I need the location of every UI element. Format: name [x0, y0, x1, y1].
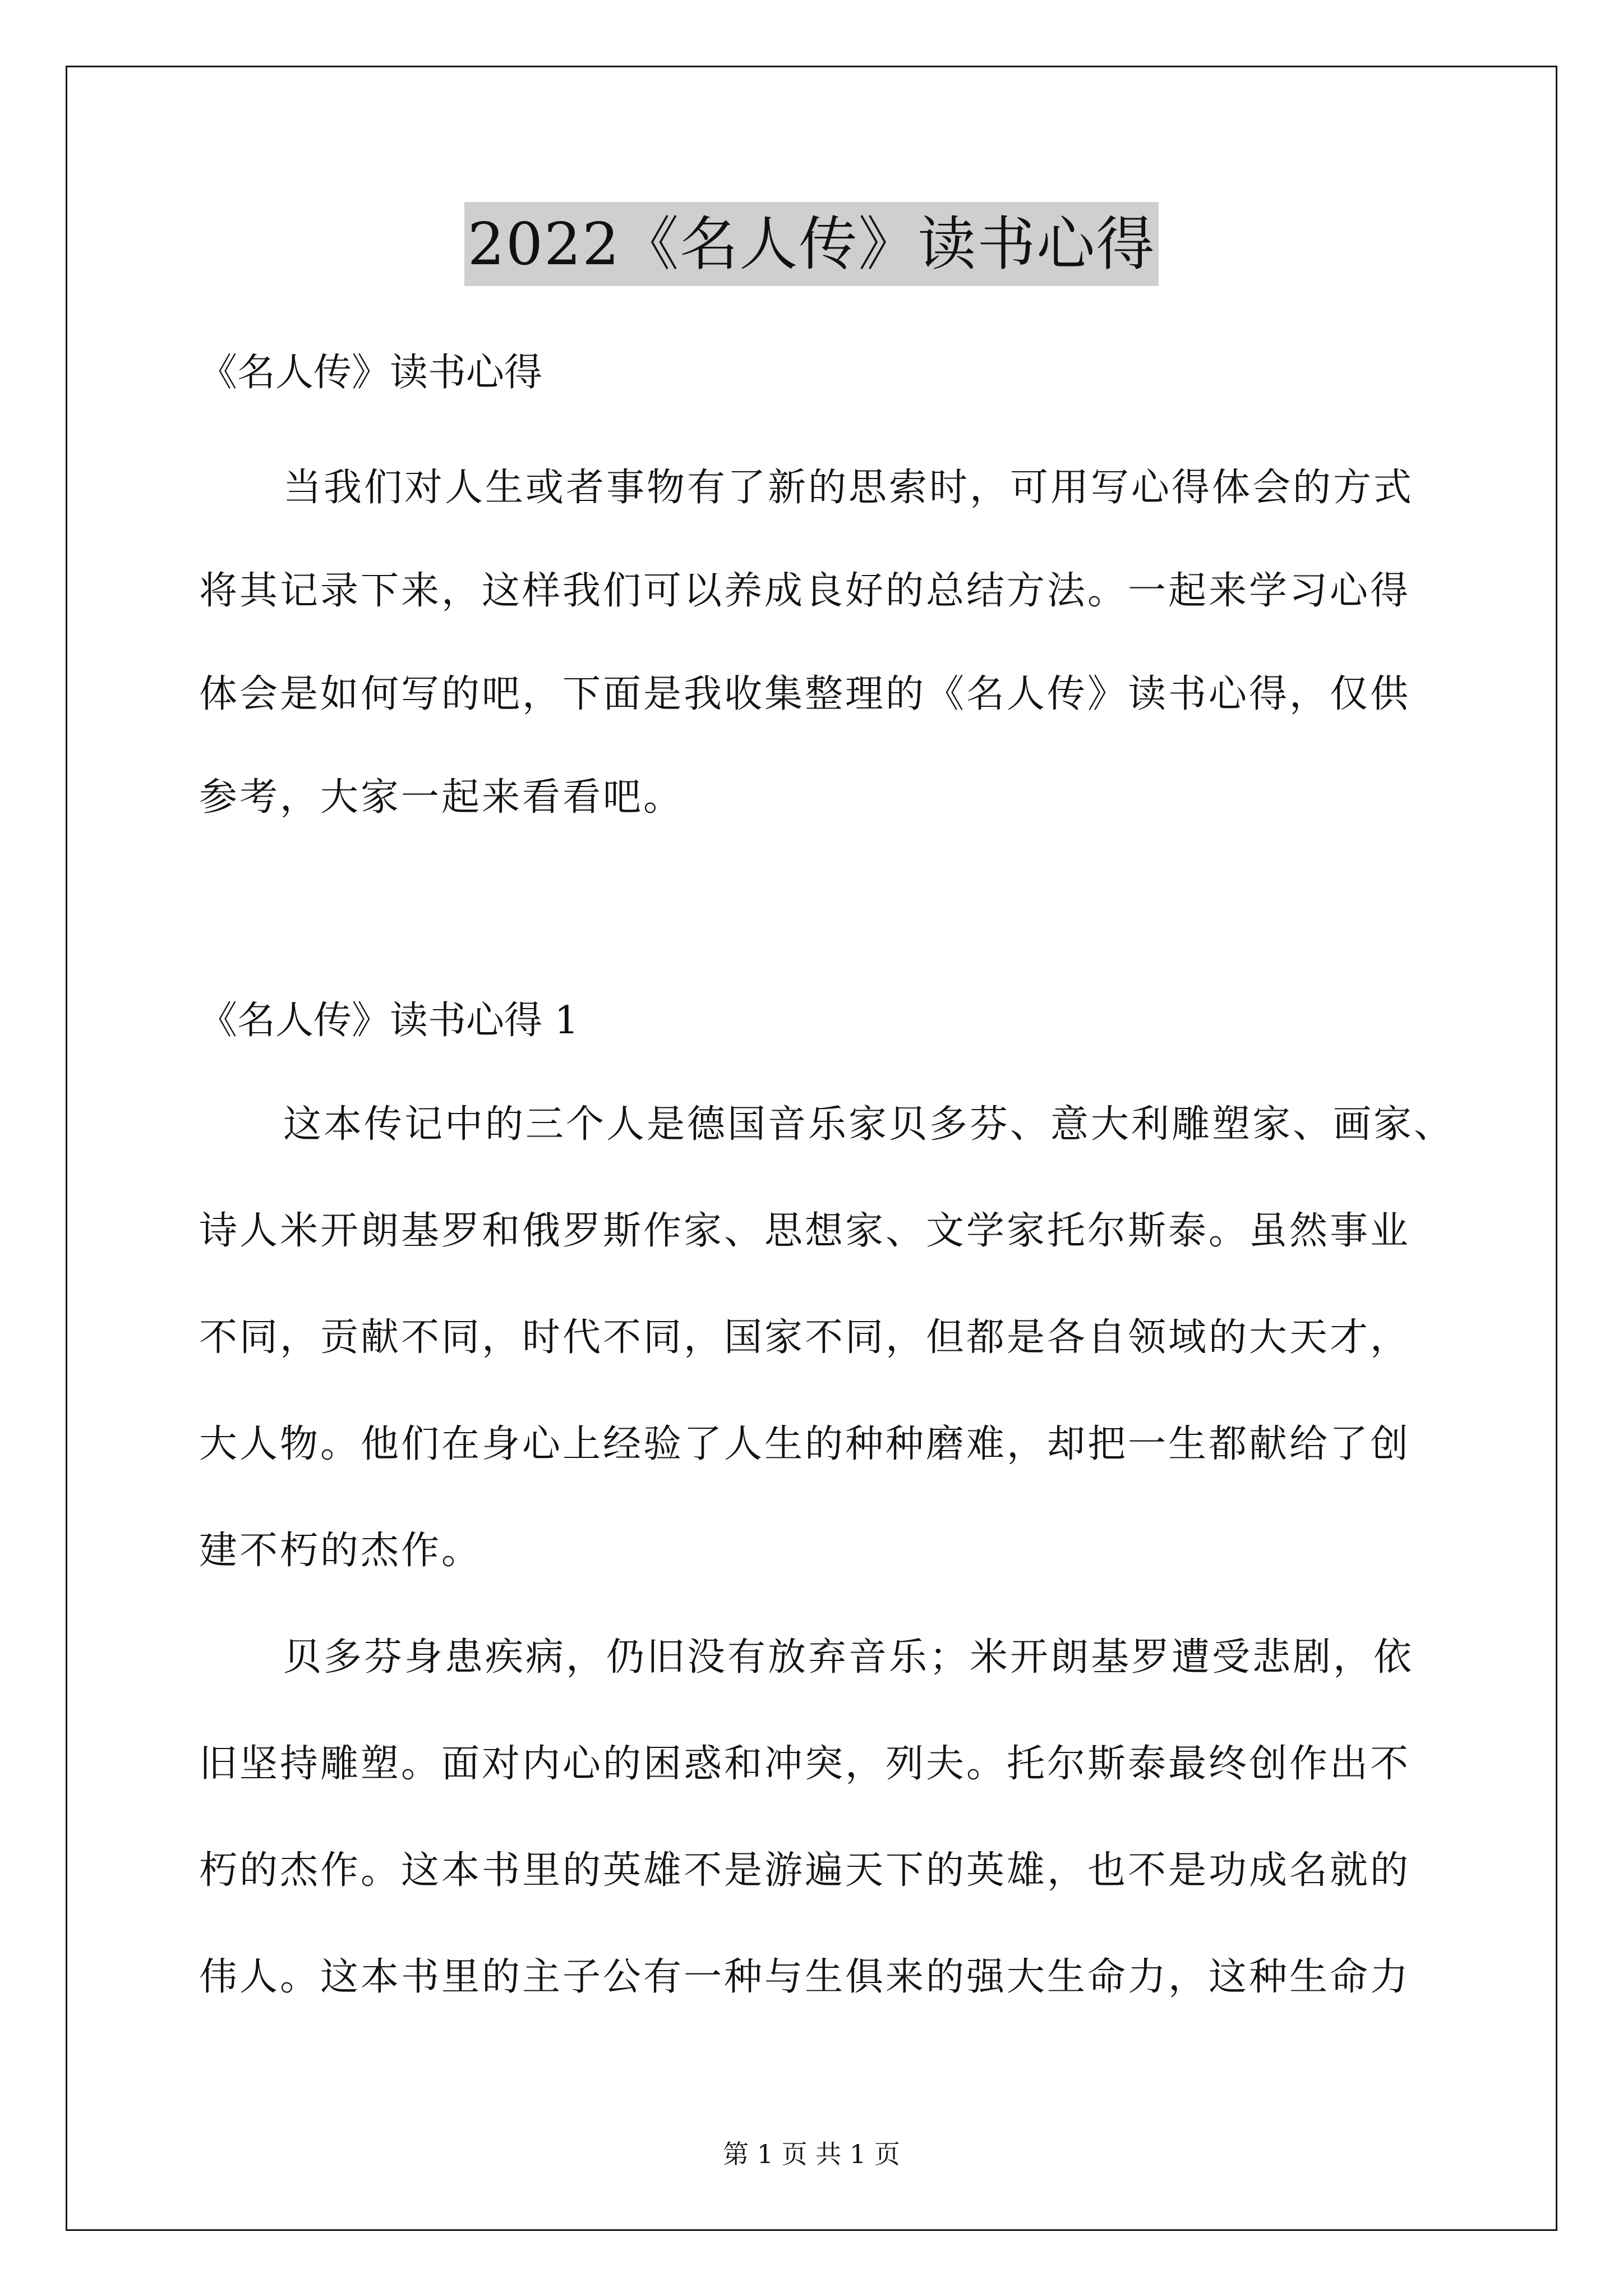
paragraph-line: 旧坚持雕塑。面对内心的困惑和冲突，列夫。托尔斯泰最终创作出不	[199, 1742, 1411, 1786]
section-heading: 《名人传》读书心得 1	[199, 999, 579, 1043]
paragraph-line: 伟人。这本书里的主子公有一种与生俱来的强大生命力，这种生命力	[199, 1955, 1411, 1999]
document-title: 2022《名人传》读书心得	[464, 202, 1159, 286]
paragraph-line: 贝多芬身患疾病，仍旧没有放弃音乐；米开朗基罗遭受悲剧，依	[283, 1635, 1414, 1680]
section1-paragraph-1	[199, 1097, 1455, 1579]
paragraph-line: 朽的杰作。这本书里的英雄不是游遍天下的英雄，也不是功成名就的	[199, 1848, 1411, 1893]
paragraph-line: 大人物。他们在身心上经验了人生的种种磨难，却把一生都献给了创	[199, 1422, 1411, 1466]
page-footer: 第 1 页 共 1 页	[723, 2139, 900, 2169]
section1-paragraph-2	[199, 1630, 1422, 2005]
paragraph-line: 这本传记中的三个人是德国音乐家贝多芬、意大利雕塑家、画家、	[283, 1102, 1455, 1147]
section1-heading-block	[199, 993, 1422, 1049]
intro-line: 当我们对人生或者事物有了新的思索时，可用写心得体会的方式	[283, 466, 1414, 510]
document-subtitle: 《名人传》读书心得	[199, 351, 543, 395]
intro-paragraph	[199, 460, 1422, 826]
intro-line: 体会是如何写的吧，下面是我收集整理的《名人传》读书心得，仅供	[199, 672, 1411, 716]
title-container	[0, 202, 1623, 286]
intro-line: 将其记录下来，这样我们可以养成良好的总结方法。一起来学习心得	[199, 569, 1411, 613]
paragraph-line: 不同，贡献不同，时代不同，国家不同，但都是各自领域的大天才，	[199, 1315, 1411, 1360]
paragraph-line: 建不朽的杰作。	[199, 1529, 482, 1573]
paragraph-line: 诗人米开朗基罗和俄罗斯作家、思想家、文学家托尔斯泰。虽然事业	[199, 1209, 1411, 1253]
subtitle-block	[199, 345, 1422, 401]
intro-line: 参考，大家一起来看看吧。	[199, 775, 684, 820]
